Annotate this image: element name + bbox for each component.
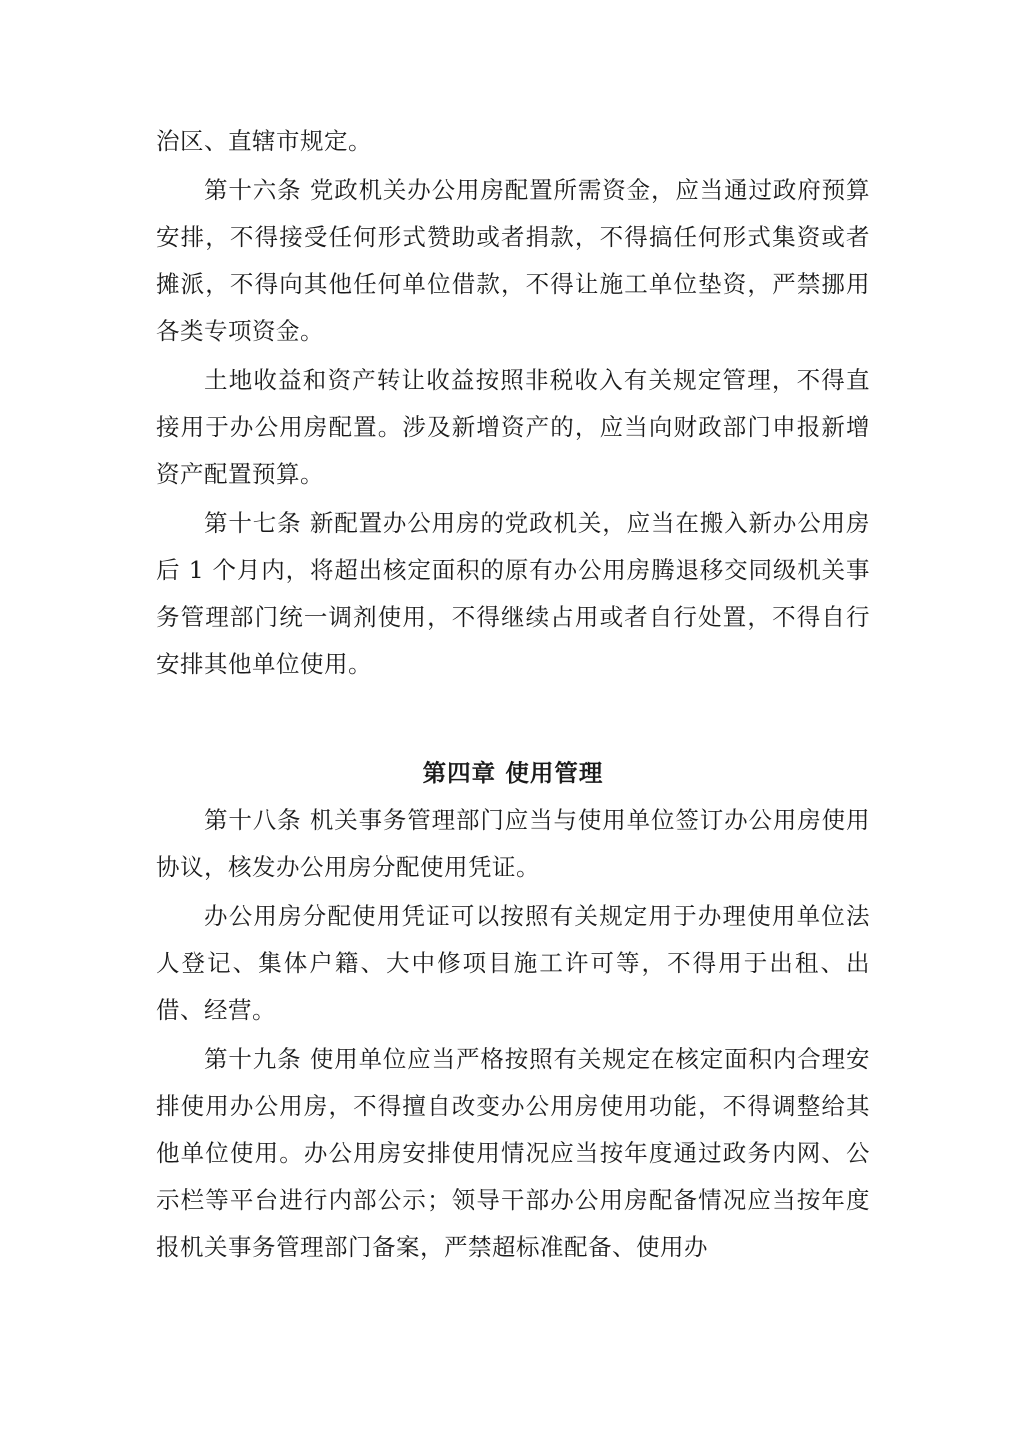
- chapter-title: 第四章 使用管理: [422, 759, 604, 787]
- paragraph-continuation: 治区、直辖市规定。: [156, 127, 372, 155]
- paragraph-article-18: 第十八条 机关事务管理部门应当与使用单位签订办公用房使用协议，核发办公用房分配使用凭证。: [156, 806, 870, 881]
- paragraph-article-17: 第十七条 新配置办公用房的党政机关，应当在搬入新办公用房后 1 个月内，将超出核定面积的原有办公用房腾退移交同级机关事务管理部门统一调剂使用，不得继续占用或者自行处置，不得自行安排其他单位使用。: [156, 509, 870, 678]
- paragraph-land-revenue: 土地收益和资产转让收益按照非税收入有关规定管理，不得直接用于办公用房配置。涉及新增资产的，应当向财政部门申报新增资产配置预算。: [156, 366, 870, 488]
- paragraph-article-16: 第十六条 党政机关办公用房配置所需资金，应当通过政府预算安排，不得接受任何形式赞助或者捐款，不得搞任何形式集资或者摊派，不得向其他任何单位借款，不得让施工单位垫资，严禁挪用各类专项资金。: [156, 176, 870, 345]
- document-page: [156, 118, 870, 1271]
- paragraph-article-19: 第十九条 使用单位应当严格按照有关规定在核定面积内合理安排使用办公用房，不得擅自改变办公用房使用功能，不得调整给其他单位使用。办公用房安排使用情况应当按年度通过政务内网、公示栏等平台进行内部公示；领导干部办公用房配备情况应当按年度报机关事务管理部门备案，严禁超标准配备、使用办: [156, 1045, 870, 1261]
- paragraph-usage-certificate: 办公用房分配使用凭证可以按照有关规定用于办理使用单位法人登记、集体户籍、大中修项目施工许可等，不得用于出租、出借、经营。: [156, 902, 870, 1024]
